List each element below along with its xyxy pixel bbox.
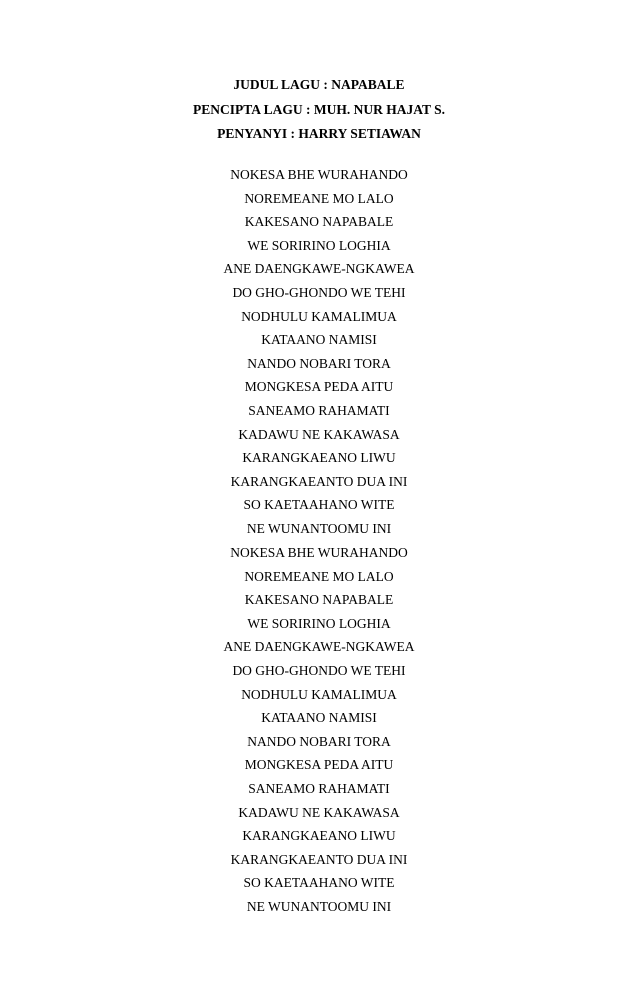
lyric-line: KADAWU NE KAKAWASA <box>238 426 400 442</box>
lyric-line: WE SORIRINO LOGHIA <box>247 237 391 253</box>
lyric-line: MONGKESA PEDA AITU <box>244 757 394 773</box>
lyric-line: ANE DAENGKAWE-NGKAWEA <box>223 639 415 655</box>
song-title: JUDUL LAGU : NAPABALE <box>233 77 405 92</box>
lyric-line: NOREMEANE MO LALO <box>244 190 394 206</box>
lyric-line: SANEAMO RAHAMATI <box>248 402 390 418</box>
lyric-line: KARANGKAEANO LIWU <box>242 828 396 844</box>
song-singer: PENYANYI : HARRY SETIAWAN <box>217 126 421 141</box>
lyric-line: KATAANO NAMISI <box>261 332 377 348</box>
lyric-line: NE WUNANTOOMU INI <box>246 898 392 914</box>
lyric-line: SO KAETAAHANO WITE <box>243 497 395 513</box>
lyric-line: SANEAMO RAHAMATI <box>248 780 390 796</box>
lyric-line: SO KAETAAHANO WITE <box>243 875 395 891</box>
lyric-line: MONGKESA PEDA AITU <box>244 379 394 395</box>
lyric-line: KARANGKAEANTO DUA INI <box>230 851 408 867</box>
lyric-line: ANE DAENGKAWE-NGKAWEA <box>223 261 415 277</box>
song-header <box>0 73 638 147</box>
lyric-line: WE SORIRINO LOGHIA <box>247 615 391 631</box>
lyric-line: KAKESANO NAPABALE <box>244 592 394 608</box>
lyric-line: NANDO NOBARI TORA <box>247 733 391 749</box>
lyrics-verse-1 <box>0 163 638 541</box>
lyrics-verse-2 <box>0 541 638 919</box>
lyric-line: KADAWU NE KAKAWASA <box>238 804 400 820</box>
lyric-line: NE WUNANTOOMU INI <box>246 520 392 536</box>
lyric-line: NOKESA BHE WURAHANDO <box>230 545 408 560</box>
lyric-line: KAKESANO NAPABALE <box>244 214 394 230</box>
lyric-line: NODHULU KAMALIMUA <box>241 686 397 702</box>
lyric-line: KATAANO NAMISI <box>261 710 377 726</box>
lyric-line: DO GHO-GHONDO WE TEHI <box>232 284 406 300</box>
lyric-line: KARANGKAEANTO DUA INI <box>230 473 408 489</box>
lyric-line: KARANGKAEANO LIWU <box>242 450 396 466</box>
lyric-line: NODHULU KAMALIMUA <box>241 308 397 324</box>
lyric-line: NANDO NOBARI TORA <box>247 355 391 371</box>
song-composer: PENCIPTA LAGU : MUH. NUR HAJAT S. <box>192 101 445 117</box>
lyric-line: DO GHO-GHONDO WE TEHI <box>232 662 406 678</box>
lyric-line: NOREMEANE MO LALO <box>244 568 394 584</box>
lyric-line: NOKESA BHE WURAHANDO <box>230 167 408 182</box>
